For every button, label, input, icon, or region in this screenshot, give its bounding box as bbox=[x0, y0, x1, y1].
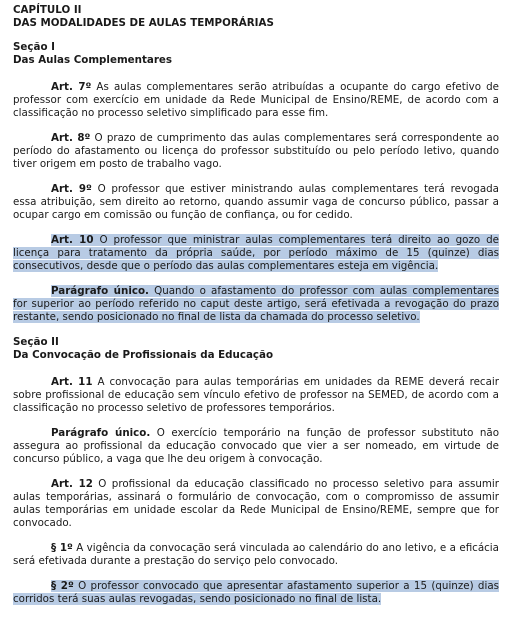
section-1-heading bbox=[13, 41, 499, 67]
article-9-lead: Art. 9º bbox=[51, 183, 92, 195]
section-1-title: Das Aulas Complementares bbox=[13, 54, 173, 66]
article-11-paragraph bbox=[13, 427, 499, 466]
article-8-lead: Art. 8º bbox=[51, 132, 91, 144]
section-2-number: Seção II bbox=[13, 336, 59, 348]
section-2-title: Da Convocação de Profissionais da Educação bbox=[13, 349, 274, 361]
article-9 bbox=[13, 183, 499, 222]
article-11-paragraph-lead: Parágrafo único. bbox=[51, 427, 151, 439]
article-12-text: O profissional da educação classificado no processo seletivo para assumir aulas temporárias, assinará o formulário de convocação, com o compromisso de assumir aulas temporárias em unidade escolar da Rede Municipal de Ensino/REME, sempre que for convocado. bbox=[13, 478, 499, 529]
article-8-text: O prazo de cumprimento das aulas complementares será correspondente ao período do afastamento ou licença do professor substituído ou pelo período letivo, quando tiver origem em posto de trabalho vago. bbox=[13, 132, 500, 170]
article-12-paragraph-1-lead: § 1º bbox=[51, 542, 73, 554]
article-10-paragraph-lead: Parágrafo único. bbox=[51, 285, 149, 297]
article-7-text: As aulas complementares serão atribuídas a ocupante do cargo efetivo de professor com exercício em unidade da Rede Municipal de Ensino/REME, de acordo com a classificação no processo seletivo simplificado para esse fim. bbox=[13, 81, 499, 119]
article-11-lead: Art. 11 bbox=[51, 376, 93, 388]
article-8 bbox=[13, 132, 499, 171]
chapter-heading bbox=[13, 4, 499, 30]
section-2-heading bbox=[13, 336, 499, 362]
article-12-paragraph-2-text: O professor convocado que apresentar afastamento superior a 15 (quinze) dias corridos terá suas aulas revogadas, sendo posicionado no final de lista. bbox=[13, 580, 499, 605]
article-10-paragraph-text: Quando o afastamento do professor com aulas complementares for superior ao período referido no caput deste artigo, será efetivada a revogação do prazo restante, sendo posicionado no final de lista da chamada do processo seletivo. bbox=[13, 285, 499, 323]
article-7-lead: Art. 7º bbox=[51, 81, 92, 93]
chapter-title: DAS MODALIDADES DE AULAS TEMPORÁRIAS bbox=[13, 17, 274, 29]
section-1-number: Seção I bbox=[13, 41, 55, 53]
article-12-paragraph-1 bbox=[13, 542, 499, 568]
article-12 bbox=[13, 478, 499, 530]
article-10-text: O professor que ministrar aulas complementares terá direito ao gozo de licença para tratamento da própria saúde, por período máximo de 15 (quinze) dias consecutivos, desde que o período das aulas complementares esteja em vigência. bbox=[13, 234, 499, 272]
article-12-paragraph-2 bbox=[13, 580, 499, 606]
article-12-paragraph-2-highlight bbox=[13, 580, 499, 605]
article-10-paragraph-highlight bbox=[13, 285, 499, 323]
article-12-paragraph-1-text: A vigência da convocação será vinculada ao calendário do ano letivo, e a eficácia será efetivada durante a prestação do serviço pelo convocado. bbox=[13, 542, 499, 567]
article-12-lead: Art. 12 bbox=[51, 478, 93, 490]
article-11-text: A convocação para aulas temporárias em unidades da REME deverá recair sobre profissional de educação sem vínculo efetivo de professor na SEMED, de acordo com a classificação no processo seletivo de professores temporários. bbox=[13, 376, 499, 414]
article-7 bbox=[13, 81, 499, 120]
article-10-highlight bbox=[13, 234, 499, 272]
article-9-text: O professor que estiver ministrando aulas complementares terá revogada essa atribuição, sem direito ao retorno, quando assumir vaga de concurso público, passar a ocupar cargo em comissão ou função de confiança, ou for cedido. bbox=[13, 183, 499, 221]
article-11-paragraph-text: O exercício temporário na função de professor substituto não assegura ao profissional da educação convocado que vier a ser nomeado, em virtude de concurso público, a vaga que lhe deu origem à convocação. bbox=[13, 427, 499, 465]
article-11 bbox=[13, 376, 499, 415]
chapter-number: CAPÍTULO II bbox=[13, 4, 82, 16]
article-10-paragraph bbox=[13, 285, 499, 324]
article-10 bbox=[13, 234, 499, 273]
article-10-lead: Art. 10 bbox=[51, 234, 94, 246]
article-12-paragraph-2-lead: § 2º bbox=[51, 580, 74, 592]
